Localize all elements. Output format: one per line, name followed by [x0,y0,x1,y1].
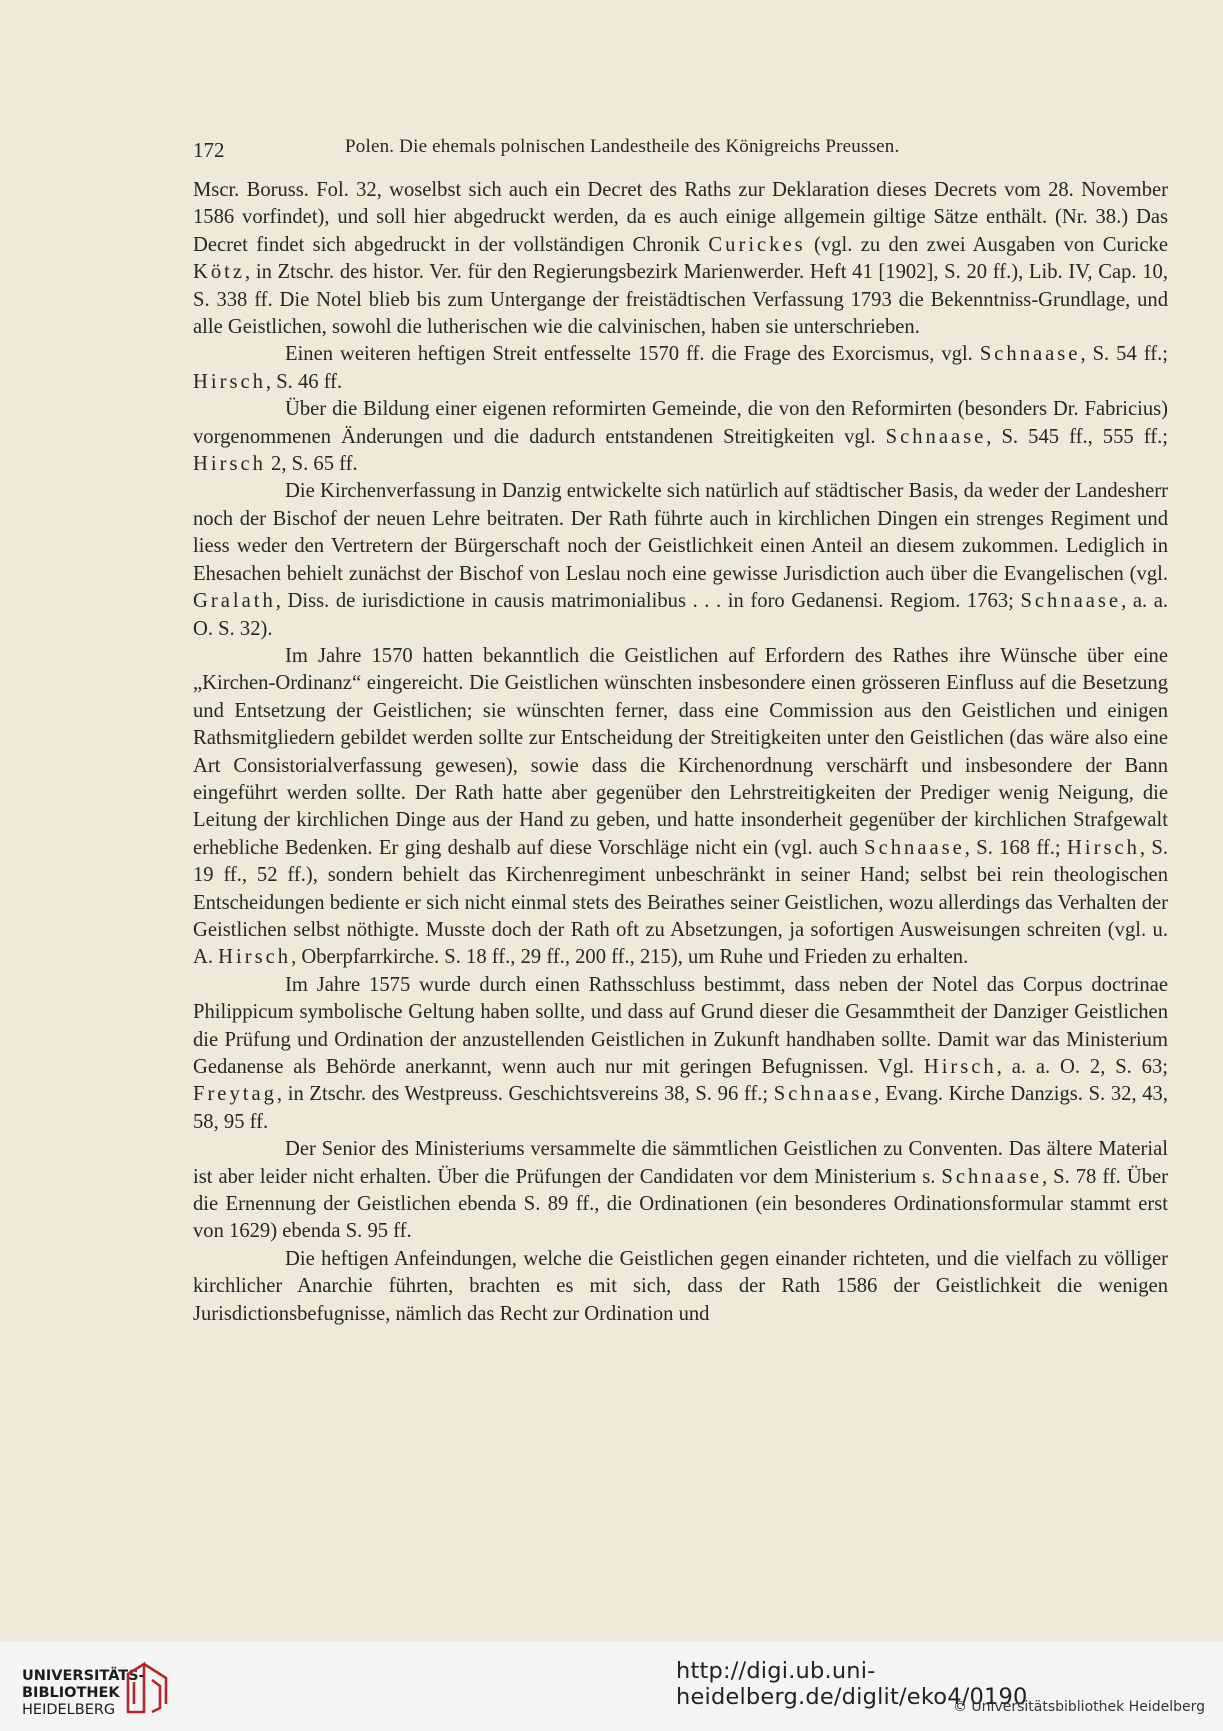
text-run: Die Kirchenverfassung in Danzig entwickelte sich natürlich auf städtischer Basis, da weder der Landesherr noch der Bischof der neuen Lehre beitraten. Der Rath führte auch in kirchlichen Dingen ein strenges Regiment und liess weder den Vertretern der Bürgerschaft noch der Geistlichkeit einen Anteil an diesem zukommen. Lediglich in Ehesachen behielt zunächst der Bischof von Leslau noch eine gewisse Jurisdiction auch über die Evangelischen (vgl. [193,480,1168,585]
text-run: (vgl. zu den zwei Ausgaben von Curicke [805,233,1168,256]
paragraph [193,396,1168,478]
paragraph [193,1136,1168,1246]
text-run: Im Jahre 1570 hatten bekanntlich die Geistlichen auf Erfordern des Rathes ihre Wünsche über eine „Kirchen-Ordinanz“ eingereicht. Die Geistlichen wünschten insbesondere einen grösseren Einfluss auf die Besetzung und Entsetzung der Geistlichen; sie wünschten ferner, dass eine Commission aus den Geistlichen und einigen Rathsmitgliedern gebildet werden sollte zur Entscheidung der Streitigkeiten unter den Geistlichen (das wäre also eine Art Consistorialverfassung gewesen), sowie dass die Kirchenordnung verschärft und insbesondere der Bann eingeführt werden sollte. Der Rath hatte aber gegenüber den Lehrstreitigkeiten der Prediger wenig Neigung, die Leitung der kirchlichen Dinge aus der Hand zu geben, und hatte insonderheit gegenüber der kirchlichen Strafgewalt erhebliche Bedenken. Er ging deshalb auf diese Vorschläge nicht ein (vgl. auch [193,644,1168,859]
paragraph [193,177,1168,341]
library-logo-icon [124,1660,170,1716]
spaced-name: Schnaase [1020,590,1122,613]
text-run: 2, S. 65 ff. [265,453,358,476]
spaced-name: Hirsch [218,946,292,969]
spaced-name: Schnaase [773,1083,875,1106]
text-run: , in Ztschr. des histor. Ver. für den Regierungsbezirk Marienwerder. Heft 41 [1902], S. 20 ff.), Lib. IV, Cap. 10, S. 338 ff. Die Notel blieb bis zum Untergange der freistädtischen Verfassung 1793 die Bekenntniss-Grundlage, und alle Geistlichen, sowohl die lutherischen wie die calvinischen, haben sie unterschrieben. [193,261,1168,339]
text-run: , S. 78 ff. Über die Ernennung der Geistlichen ebenda S. 89 ff., die Ordinationen (ein besonderes Ordinationsformular stammt erst von 1629) ebenda S. 95 ff. [193,1165,1168,1243]
spaced-name: Kötz [193,261,246,284]
text-run: , a. a. O. 2, S. 63; [996,1056,1168,1078]
spaced-name: Schnaase [864,836,965,859]
spaced-name: Hirsch [193,453,266,476]
paragraph [193,341,1168,396]
text-run: , S. 46 ff. [265,370,343,393]
running-title: Polen. Die ehemals polnischen Landestheile des Königreichs Preussen. [345,136,900,157]
text-run: , S. 168 ff.; [964,836,1067,859]
spaced-name: Schnaase [941,1165,1043,1188]
page-number: 172 [193,138,225,162]
library-line1: UNIVERSITÄTS- [22,1668,145,1684]
paragraph [193,643,1168,972]
text-run: , in Ztschr. des Westpreuss. Geschichtsvereins 38, S. 96 ff.; [276,1083,774,1106]
body-text [193,177,1168,1328]
spaced-name: Hirsch [1067,836,1140,859]
text-run: , Evang. Kirche Danzigs. S. 32, 43, 58, 95 ff. [193,1083,1169,1133]
spaced-name: Hirsch [923,1056,997,1078]
source-url[interactable]: http://digi.ub.uni-heidelberg.de/diglit/eko4/0190 [676,1658,1028,1710]
spaced-name: Schnaase [885,425,987,448]
spaced-name: Freytag [193,1083,277,1106]
library-line2: BIBLIOTHEK [22,1685,120,1701]
paragraph [193,478,1168,642]
paragraph [193,972,1168,1136]
spaced-name: Hirsch [193,370,266,393]
paragraph [193,1246,1168,1328]
footer-bar [0,1642,1223,1731]
text-run: Über die Bildung einer eigenen reformirten Gemeinde, die von den Reformirten (besonders Dr. Fabricius) vorgenommenen Änderungen und die dadurch entstandenen Streitigkeiten vgl. [193,398,1168,448]
text-run: Der Senior des Ministeriums versammelte die sämmtlichen Geistlichen zu Conventen. Das ältere Material ist aber leider nicht erhalten. Über die Prüfungen der Candidaten vor dem Ministerium s. [193,1138,1168,1188]
text-run: Im Jahre 1575 wurde durch einen Rathsschluss bestimmt, dass neben der Notel das Corpus doctrinae Philippicum symbolische Geltung haben sollte, und dass auf Grund dieser die Gesammtheit der Danziger Geistlichen die Prüfung und Ordination der anzustellenden Geistlichen in Zukunft handhaben sollte. Damit war das Ministerium Gedanense als Behörde anerkannt, wenn auch nur mit geringen Befugnissen. Vgl. [193,973,1168,1078]
text-run: , S. 54 ff.; [1080,343,1168,366]
text-run: Die heftigen Anfeindungen, welche die Geistlichen gegen einander richteten, und die vielfach zu völliger kirchlicher Anarchie führten, brachten es mit sich, dass der Rath 1586 der Geistlichkeit die wenigen Jurisdictionsbefugnisse, nämlich das Recht zur Ordination und [193,1247,1168,1325]
text-run: , Diss. de iurisdictione in causis matrimonialibus . . . in foro Gedanensi. Regiom. 1763; [275,590,1021,613]
text-run: , a. a. O. S. 32). [193,590,1168,640]
text-run: Einen weiteren heftigen Streit entfesselte 1570 ff. die Frage des Exorcismus, vgl. [285,343,980,366]
library-line3: HEIDELBERG [22,1702,116,1718]
text-run: , Oberpfarrkirche. S. 18 ff., 29 ff., 200 ff., 215), um Ruhe und Frieden zu erhalten. [291,946,969,969]
spaced-name: Schnaase [979,343,1081,366]
copyright-notice: © Universitätsbibliothek Heidelberg [952,1699,1205,1715]
text-run: , S. 19 ff., 52 ff.), sondern behielt das Kirchenregiment unbeschränkt in seiner Hand; selbst bei rein theologischen Entscheidungen bediente er sich nicht einmal stets des Beirathes seiner Geistlichen, wozu allerdings das Verhalten der Geistlichen selbst nöthigte. Musste doch der Rath oft zu Absetzungen, ja sofortigen Ausweisungen schreiten (vgl. u. A. [193,836,1168,969]
text-run: Mscr. Boruss. Fol. 32, woselbst sich auch ein Decret des Raths zur Deklaration dieses Decrets vom 28. November 1586 vorfindet), und soll hier abgedruckt werden, da es auch einige allgemein giltige Sätze enthält. (Nr. 38.) Das Decret findet sich abgedruckt in der vollständigen Chronik [193,179,1168,256]
spaced-name: Gralath [193,590,276,613]
spaced-name: Curickes [708,233,806,256]
text-run: , S. 545 ff., 555 ff.; [986,425,1168,448]
